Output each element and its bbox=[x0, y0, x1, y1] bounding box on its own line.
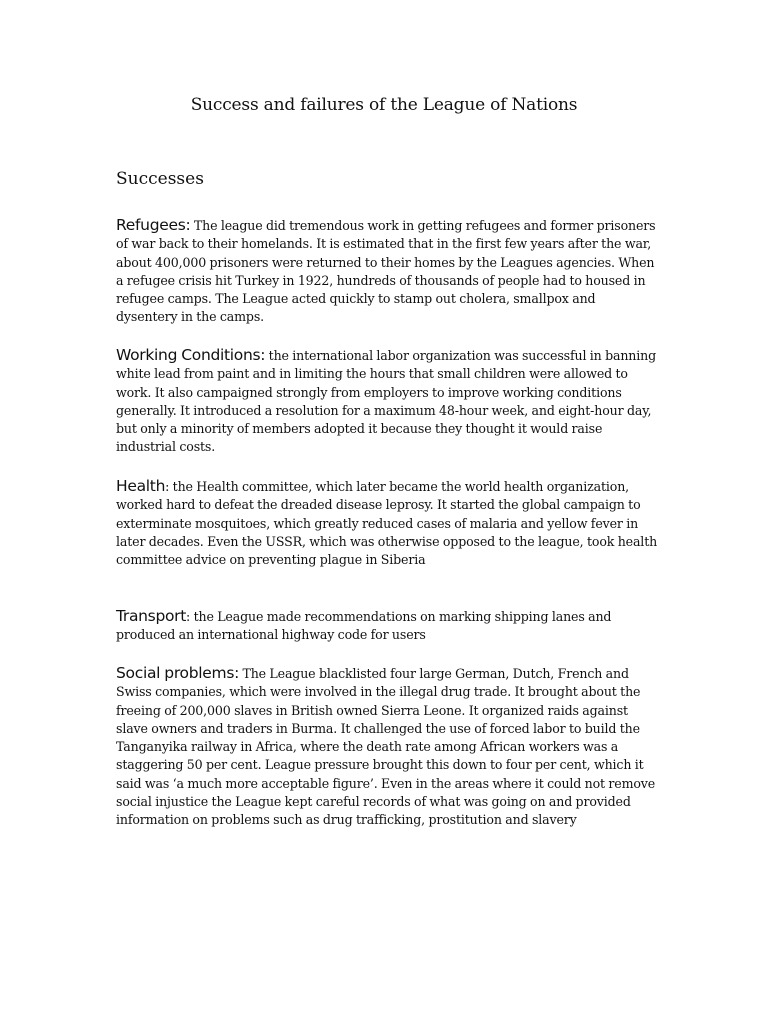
paragraph-label-refugees: Refugees: bbox=[116, 216, 191, 234]
paragraph-text-social-problems: The League blacklisted four large German, Dutch, French and Swiss companies, which were involved in the illegal drug trade. It brought about the freeing of 200,000 slaves in British owned Sierra Leone. It organized raids against slave owners and traders in Burma. It challenged the use of forced labor to build the Tanganyika railway in Africa, where the death rate among African workers was a staggering 50 per cent. League pressure brought this down to four per cent, which it said was ‘a much more acceptable figure’. Even in the areas where it could not remove social injustice the League kept careful records of what was going on and provided information on problems such as drug trafficking, prostitution and slavery bbox=[116, 666, 656, 828]
paragraph-text-refugees: The league did tremendous work in getting refugees and former prisoners of war back to their homelands. It is estimated that in the first few years after the war, about 400,000 prisoners were returned to their homes by the Leagues agencies. When a refugee crisis hit Turkey in 1922, hundreds of thousands of people had to housed in refugee camps. The League acted quickly to stamp out cholera, smallpox and dysentery in the camps. bbox=[116, 218, 656, 325]
document-title: Success and failures of the League of Nations bbox=[190, 95, 578, 115]
paragraph-label-health: Health bbox=[116, 477, 166, 495]
paragraph-label-working-conditions: Working Conditions: bbox=[116, 346, 266, 364]
paragraph-transport bbox=[116, 607, 658, 645]
paragraph-label-social-problems: Social problems: bbox=[116, 664, 240, 682]
paragraph-working-conditions bbox=[116, 346, 658, 457]
section-heading-successes: Successes bbox=[116, 169, 204, 189]
paragraph-health bbox=[116, 477, 658, 569]
paragraph-social-problems bbox=[116, 664, 658, 830]
paragraph-text-health: : the Health committee, which later became the world health organization, worked hard to defeat the dreaded disease leprosy. It started the global campaign to exterminate mosquitoes, which greatly reduced cases of malaria and yellow fever in later decades. Even the USSR, which was otherwise opposed to the league, took health committee advice on preventing plague in Siberia bbox=[116, 479, 658, 568]
paragraph-text-working-conditions: the international labor organization was successful in banning white lead from paint and in limiting the hours that small children were allowed to work. It also campaigned strongly from employers to improve working conditions generally. It introduced a resolution for a maximum 48-hour week, and eight-hour day, but only a minority of members adopted it because they thought it would raise industrial costs. bbox=[116, 348, 657, 455]
paragraph-label-transport: Transport bbox=[116, 607, 187, 625]
paragraph-refugees bbox=[116, 216, 658, 327]
paragraph-text-transport: : the League made recommendations on marking shipping lanes and produced an international highway code for users bbox=[116, 609, 612, 643]
